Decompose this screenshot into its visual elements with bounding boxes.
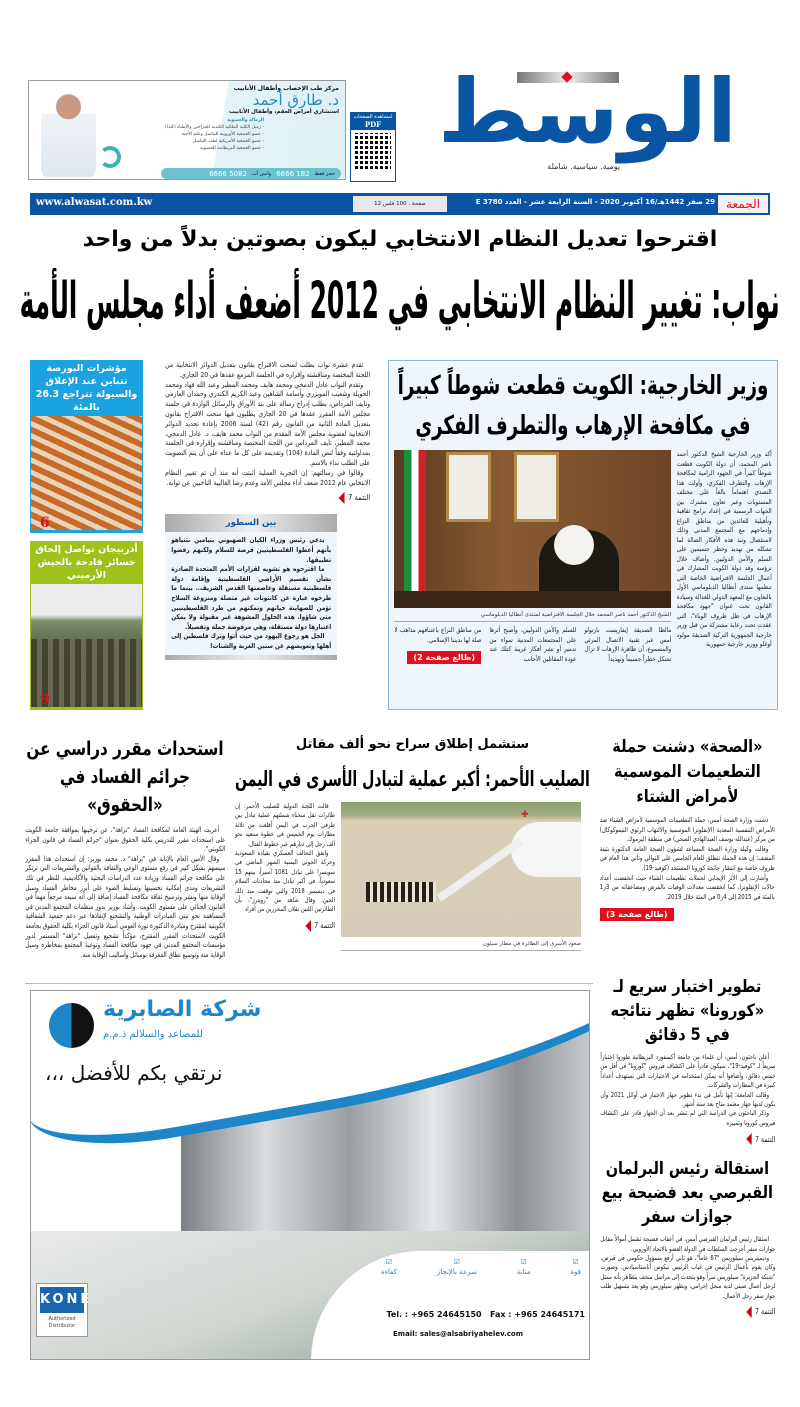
side-box-title: مؤشرات البورصة تتباين عند الإغلاق والسيولة تتراجع 26.3 بالمئة (35, 363, 138, 413)
feature-label: كفاءة (381, 1268, 397, 1276)
continued-label: التتمة 7 (314, 921, 335, 931)
corruption-article (25, 735, 225, 959)
ad-slogan: نرتقي بكم للأفضل ،،، (45, 1061, 223, 1085)
photo-caption: الشيخ الدكتور أحمد ناصر المحمد خلال الجلسة الافتراضية لمنتدى أنطاليا الدبلوماسي (394, 611, 671, 622)
pages-price: 12 صفحة . 100 فلس (353, 196, 447, 212)
red-cross-article (235, 735, 590, 965)
feature-column: من مناطق النزاع باعتناقهم مذاهب لا صلة لها بديننا الإسلامي. (394, 626, 481, 644)
paragraph: وقالوا في رسالتهم: إن التجربة العملية اثبتت أنه منذ أن تم تغيير النظام الانتخابي عام 2012 ضعف أداء مجلس الأمة وعدم رضا الغالبية الناخبين عن نوابه. (165, 467, 370, 487)
side-box-bourse[interactable] (30, 360, 143, 533)
ad-membership: - عضو الجمعية الأوروبية للتناسل وعلم الأجنة (181, 132, 264, 137)
continued-link[interactable] (600, 1306, 775, 1318)
feature-column: للسلم والأمن الدوليين، وأصبح أثرها على المجتمعات المدنية سواء من تدمير أو نشر أفكار غريبة كتلك عند عودة المقاتلين الأجانب (489, 626, 576, 663)
paragraph: استقال رئيس البرلمان القبرصي أمس، في أعقاب فضيحة تشمل أموالاً مقابل جوازات سفر أحرجت السلطات في الدولة العضو بالاتحاد الأوروبي. (600, 1235, 775, 1253)
ad-membership: - عضو الجمعية الأمريكية لطب التناسل (192, 139, 264, 144)
logo-text: الوسط (437, 60, 738, 163)
soldiers-photo (31, 584, 142, 707)
checkbox-icon: ☑ (385, 1258, 393, 1266)
feature-headline: وزير الخارجية: الكويت قطعت شوطاً كبيراً في مكافحة الإرهاب والتطرف الفكري (397, 371, 769, 441)
company-subtitle: للمصاعد والسلالم ذ.م.م (103, 1029, 203, 1040)
elevator-ad[interactable] (30, 990, 590, 1360)
continued-link[interactable] (165, 492, 370, 504)
cyprus-article (600, 1157, 775, 1318)
see-page-link[interactable]: (طالع صفحة 2) (407, 651, 481, 664)
masthead-bar (30, 193, 770, 215)
feature-label: سرعة بالإنجاز (436, 1268, 477, 1276)
red-arrow-icon (746, 1133, 751, 1145)
pdf-text: PDF (364, 120, 382, 129)
ad-doctor-name: د. طارق أحمد (252, 91, 339, 109)
lead-article (165, 360, 370, 504)
page-number: 9 (40, 692, 50, 708)
paragraph: وذكر الباحثون في الدراسة التي لم تنشر بعد أن الجهاز قادر على اكتشاف فيروس كورونا وتمييزه (600, 1109, 775, 1127)
feature-label: قوة (570, 1268, 581, 1276)
emir-portrait (446, 452, 491, 522)
red-cross-icon: ✚ (521, 810, 529, 820)
corona-headline: تطوير اختبار سريع لـ «كورونا» تظهر نتائجه في 5 دقائق (610, 977, 765, 1045)
weekday-badge: الجمعة (718, 195, 768, 213)
red-arrow-icon (746, 1306, 751, 1318)
paragraph: أعلن باحثون، أمس، أن علماء من جامعة أكسفورد البريطانية طوروا اختباراً سريعاً لـ "كوفيد-19"، سيكون قادراً على اكتشاف فيروس "كورونا" في أقل من خمس دقائق، وأضافوا أنه يمكن استخدامه في الاختبارات التي تستهدف أعداداً كبيرة في المطارات والشركات. (600, 1053, 775, 1090)
company-logo (49, 1003, 94, 1048)
side-box-title: أذربيجان تواصل إلحاق خسائر فادحة بالجيش الأرميني (35, 544, 138, 581)
cyprus-headline: استقالة رئيس البرلمان القبرصي بعد فضيحة بيع جوازات سفر (601, 1159, 774, 1228)
checkbox-icon: ☑ (572, 1258, 579, 1266)
continued-link[interactable] (235, 920, 335, 932)
ad-phone-bar (161, 168, 341, 179)
feature-column: مالطا الصديقة إيفاريست بارتولو أمس عبر تقنية الاتصال المرئي والمسموع، أن ظاهرة الإرهاب لا تزال تشكل خطراً جسيماً وتهديداً (584, 626, 671, 663)
prisoner-plane-photo (341, 802, 581, 937)
kone-badge (36, 1283, 93, 1337)
doctor-photo (41, 87, 96, 177)
paragraph: وقالت الجامعة: إنها تأمل في بدء تطوير جهاز الاختبار في أوائل 2021 وأن يكون لديها جهاز معتمد متاح بعد ستة أشهر. (600, 1090, 775, 1109)
paragraph: دشنت وزارة الصحة أمس، حملة التطعيمات الموسمية لأمراض الشتاء ضد الأمراض التنفسية المعدية (الإنفلونزا الموسمية والالتهاب الرئوي النيموكوكال) من مركز (عبدالله يوسف العبدالهادي الصحي) في منطقة اليرموك. (600, 816, 775, 844)
top-ad[interactable] (28, 80, 346, 180)
continued-label: التتمة 7 (347, 493, 370, 503)
minister-photo (394, 450, 671, 608)
health-headline: «الصحة» دشنت حملة التطعيمات الموسمية لأمراض الشتاء (612, 737, 763, 807)
main-headline: نواب: تغيير النظام الانتخابي في 2012 أضعف أداء مجلس الأمة (19, 272, 781, 331)
kone-logo: KONE (40, 1287, 84, 1313)
corruption-headline: استحداث مقرر دراسي عن جرائم الفساد في «الحقوق» (26, 738, 224, 816)
continued-label: التتمة 7 (754, 1307, 775, 1317)
feature-speed (437, 1257, 477, 1277)
page-number: 6 (40, 515, 50, 531)
between-lines-box (165, 514, 337, 660)
ad-center-name: مركز طب الإخصاب وأطفال الأنابيب (233, 85, 339, 92)
clinic-logo (99, 146, 121, 168)
photo-caption: صعود الأسرى إلى الطائرة في مطار سيئون (341, 940, 581, 951)
kone-subtitle: Authorized Distributor (48, 1316, 76, 1329)
feature-durability (517, 1257, 531, 1277)
pdf-qr-box[interactable] (350, 112, 396, 182)
paragraph: وقال الأمين العام بالإنابة في "نزاهة" د. محمد بوزبر: إن استحداث هذا المقرر سيسهم بشكل كبير في رفع مستوى الوعي والثقافة بالقوانين والتشريعات التي ترتكز على مكافحة جرائم الفساد وزيادة عدد الدراسات البحثية والأكاديمية، للنظر في تلك التشريعات ومدى إمكانية تحسينها وتسليط الضوء على أبرز مخاطر الفساد وسبل الوقاية منها ونشر وترسيخ ثقافة مكافحة الفساد إضافة إلى أنه سيعد مرجعاً مهماً في القانون الجنائي على مستوى الكويت. وأشاد بوزبر بدور منظمات المجتمع المدني في المساهمة نحو تبني المبادرات الوطنية والتشجيع لإنفاذها عبر دعم جمعية الشفافية الكويتية لمقترح ومبادرة الدكتورة نورة العومي أستاذ قانون الجزاء بكلية الحقوق بجامعة الكويت لاستحداث المقرر المقترح، مؤكداً تشجيع وتفعيل "نزاهة" المستمر لدور مؤسسات المجتمع المدني في جهود مكافحة الفساد وتوعية المجتمع بمخاطره وسبل الوقاية منه وتوسيع نطاق المعرفة بوسائل وأساليب الوقاية منه. (25, 853, 225, 959)
corona-test-article (600, 975, 775, 1145)
continued-link[interactable] (600, 1133, 775, 1145)
ad-membership: - عضو الجمعية البريطانية للخصوبة (200, 146, 264, 151)
website-link[interactable]: www.alwasat.com.kw (36, 197, 153, 208)
ad-whatsapp-label: واتس آب (251, 170, 272, 177)
checkbox-icon: ☑ (453, 1258, 461, 1266)
side-box-armenia[interactable] (30, 541, 143, 710)
ad-phone-fax: Tel. : +965 24645150 Fax : +965 24645171 (386, 1310, 585, 1319)
paragraph: وديميتريس سيلوريس "67 عاماً"، هو ثاني أرفع مسؤول حكومي في قبرص، وكان يقوم بأعمال الرئيس في غياب الرئيس نيكوس أناستاسيادس. وصورت "شبكة الجزيرة" سيلوريس سراً وهو يتحدث إلى مراسل متخف يتظاهر بأنه ممثل لرجل أعمال صيني لديه سجل إجرامي، ويظهر سيلوريس وهو يعد بتسهيل طلب جواز سفر رجل الأعمال. (600, 1254, 775, 1300)
paragraph: قالت اللجنة الدولية للصليب الأحمر: إن طائرات نقل سجناء شملتهم عملية تبادل بين طرفي الحرب في اليمن أقلعت من ثلاثة مطارات يوم الخميس في خطوة ستعيد نحو ألف رجل إلى ديارهم عبر خطوط القتال. (235, 802, 335, 848)
paragraph: يدعي رئيس وزراء الكيان الصهيوني بنيامين نتنياهو بأنهم أعطوا الفلسطينيين فرصة للسلام ولكنهم رفضوا تطبيقها. (171, 536, 331, 564)
paragraph: ما اقترحوه هو تشويه لقرارات الأمم المتحدة الصادرة بشأن تقسيم الأراضي الفلسطينية وإقامة دولة فلسطينية مستقلة وعاصمتها القدس الشريف.. بينما ما طرحوه عبارة عن كانتونات غير متصلة ومنزوعة السلاح تؤمن للصهاينة حياتهم وتمكنهم من طرد الفلسطينيين متى شاؤوا. هذه الحلول المشوهة غير مقبولة ولا يمكن اعتبارها دولة مستقلة، وهي مرفوضة جملة وتفصيلاً. (171, 565, 331, 631)
red-cross-kicker: ستشمل إطلاق سراح نحو ألف مقاتل (295, 737, 530, 752)
ad-phone-label: حجز فقط (314, 170, 335, 177)
ad-email[interactable]: Email: sales@alsabriyahelev.com (393, 1330, 523, 1338)
checkbox-icon: ☑ (520, 1258, 527, 1266)
see-page-link[interactable]: (طالع صفحة 3) (600, 908, 674, 921)
feature-box (388, 360, 778, 710)
masthead-logo (405, 60, 770, 175)
feature-strength (570, 1257, 581, 1277)
feature-label: متانة (516, 1268, 531, 1276)
red-cross-headline: الصليب الأحمر: أكبر عملية لتبادل الأسرى في اليمن (235, 767, 590, 791)
ad-specialty: استشاري أمراض العقم، وأطفال الأنابيب (228, 109, 339, 115)
feature-efficiency (381, 1257, 397, 1277)
issue-date: 29 صفر 1442هـ/16 أكتوبر 2020 - السنة الرابعة عشر - العدد 3780 E (475, 198, 715, 206)
qr-code-icon (355, 133, 391, 169)
headline-kicker: اقترحوا تعديل النظام الانتخابي ليكون بصوتين بدلاً من واحد (82, 227, 718, 252)
paragraph: وقالت وكيلة وزارة الصحة المساعد لشؤون الصحة العامة الدكتورة بثينة المضف: إن هذه الحملة تنطلق للعام الخامس على التوالي وتأتي هذا العام في ظروف خاصة مع انتشار جائحة كورونا المستجد (كوفيد-19). (600, 844, 775, 872)
logo-tagline: يومية. سياسية. شاملة (547, 162, 620, 171)
ad-phone-2: 5082 6666 (209, 169, 247, 178)
continued-label: التتمة 7 (754, 1134, 775, 1144)
ad-memberships-title: الزمالة والعضوية (227, 118, 264, 123)
red-arrow-icon (305, 920, 311, 932)
paragraph: أعربت الهيئة العامة لمكافحة الفساد "نزاهة"، عن ترحيبها بموافقة جامعة الكويت على استحداث مقرر للتدريس بكلية الحقوق بعنوان "جرائم الفساد في قانون الجزاء الكويتي". (25, 825, 225, 854)
emir-portrait (514, 452, 559, 522)
paragraph: وأشارت إلى الأثر الإيجابي لحملات تطعيمات الشتاء حيث انخفضت أعداد حالات الإنفلونزا، كما انخفضت معدلات الوفيات بالمرض ومضاعفاته من 3ر1 بالمئة في 2015 إلى 4ر0 في المئة خلال 2019. (600, 873, 775, 901)
between-lines-title: بين السطور (165, 514, 337, 532)
paragraph: وتقدم النواب عادل الدمخي ومحمد هايف ومحمد المطير وعبد الله فهاد ومحمد الحويلة وشعيب المويزري وأسامة الشاهين وعبد الكريم الكندري وحمدان العازمي ونايف المرداس، بطلب إدراج رسالة على بند الأوراق والرسائل الواردة في جلسة مجلس الأمة المقرر عقدها في 20 الجاري يطلبون فيها سحب الاقتراح بقانون بتعديل المادة الثانية من القانون رقم (42) لسنة 2006 بإعادة تحديد الدوائر الانتخابية لعضوية مجلس الأمة المقدم من النواب محمد هايف، د. عادل الدمخي، محمد المطير، نايف المرداس من اللجنة المختصة ومناقشته وإقراره في الجلسة بمداولتيه وفقاً لنص المادة (104) وتقديمه على كل ما عداه على أن يتم التصويت على الطلب نداء بالاسم. (165, 379, 370, 467)
pdf-label: لمشاهدة الصفحات (353, 114, 393, 120)
stock-exchange-photo (31, 416, 142, 530)
ad-membership: - زميل الكلية الملكية الكندية للجراحين والأطباء (كندا) (165, 125, 264, 130)
ad-phone-1: 182 6666 (276, 169, 310, 178)
health-article (600, 735, 775, 921)
paragraph: واتفق التحالف العسكري بقيادة السعودية وحركة الحوثي اليمنية الشهر الماضي في سويسرا على تبادل 1081 أسيراً، بينهم 15 سعودياً، في أكبر تبادل منذ محادثات السلام في ديسمبر 2018 والتي توقفت منذ ذلك الحين. وقال شاهد من "رويترز"، بأن الطائرتين اللتين تقلان المحررين من أفراد (235, 849, 335, 914)
company-name: شركة الصابرية (103, 997, 262, 1022)
red-arrow-icon (339, 492, 345, 504)
paragraph: الحل هو رجوع اليهود من حيث أتوا وترك فلسطين إلى أهلها وتعويضهم عن سنين الغربة والشتات! (171, 632, 331, 650)
feature-side-text: أكد وزير الخارجية الشيخ الدكتور أحمد ناصر المحمد، أن دولة الكويت قطعت شوطاً كبيراً في الجهود الرامية لمكافحة الإرهاب والتطرف الفكري، وأولت هذا التصدي اهتماماً بالغاً على مختلف المستويات وعبر تعاون مشترك بين الجهات الرسمية في إعداد برامج ثقافية وتأهيلية للعائدين من مناطق النزاع وإدماجهم مع المجتمع المدني وذلك لاستئصال ونبذ هذه الأفكار الضالة لما تشكله من تهديد وخطر جسيمين على السلم والأمن الدوليين. وأضاف خلال ترؤسه وفد دولة الكويت المشارك في أعمال الجلسة الافتراضية الخاصة التي تنظمها منتدى أنطاليا الدبلوماسي الأول بالتعاون مع المعهد الدولي للعدالة وسيادة القانون تحت عنوان "جهود مكافحة الإرهاب في ظل ظروف الوباء"، التي عقدت تحت رعاية مشتركة من قبل وزير خارجية الجمهورية التركية الصديقة مولود أوغلو ووزير خارجية جمهورية (677, 450, 772, 648)
paragraph: تقدم عشرة نواب بطلب لسحب الاقتراح بقانون بتعديل الدوائر الانتخابية من اللجنة المختصة ومناقشته وإقراره في الجلسة المزمع عقدها في 20 الجاري. (165, 360, 370, 379)
